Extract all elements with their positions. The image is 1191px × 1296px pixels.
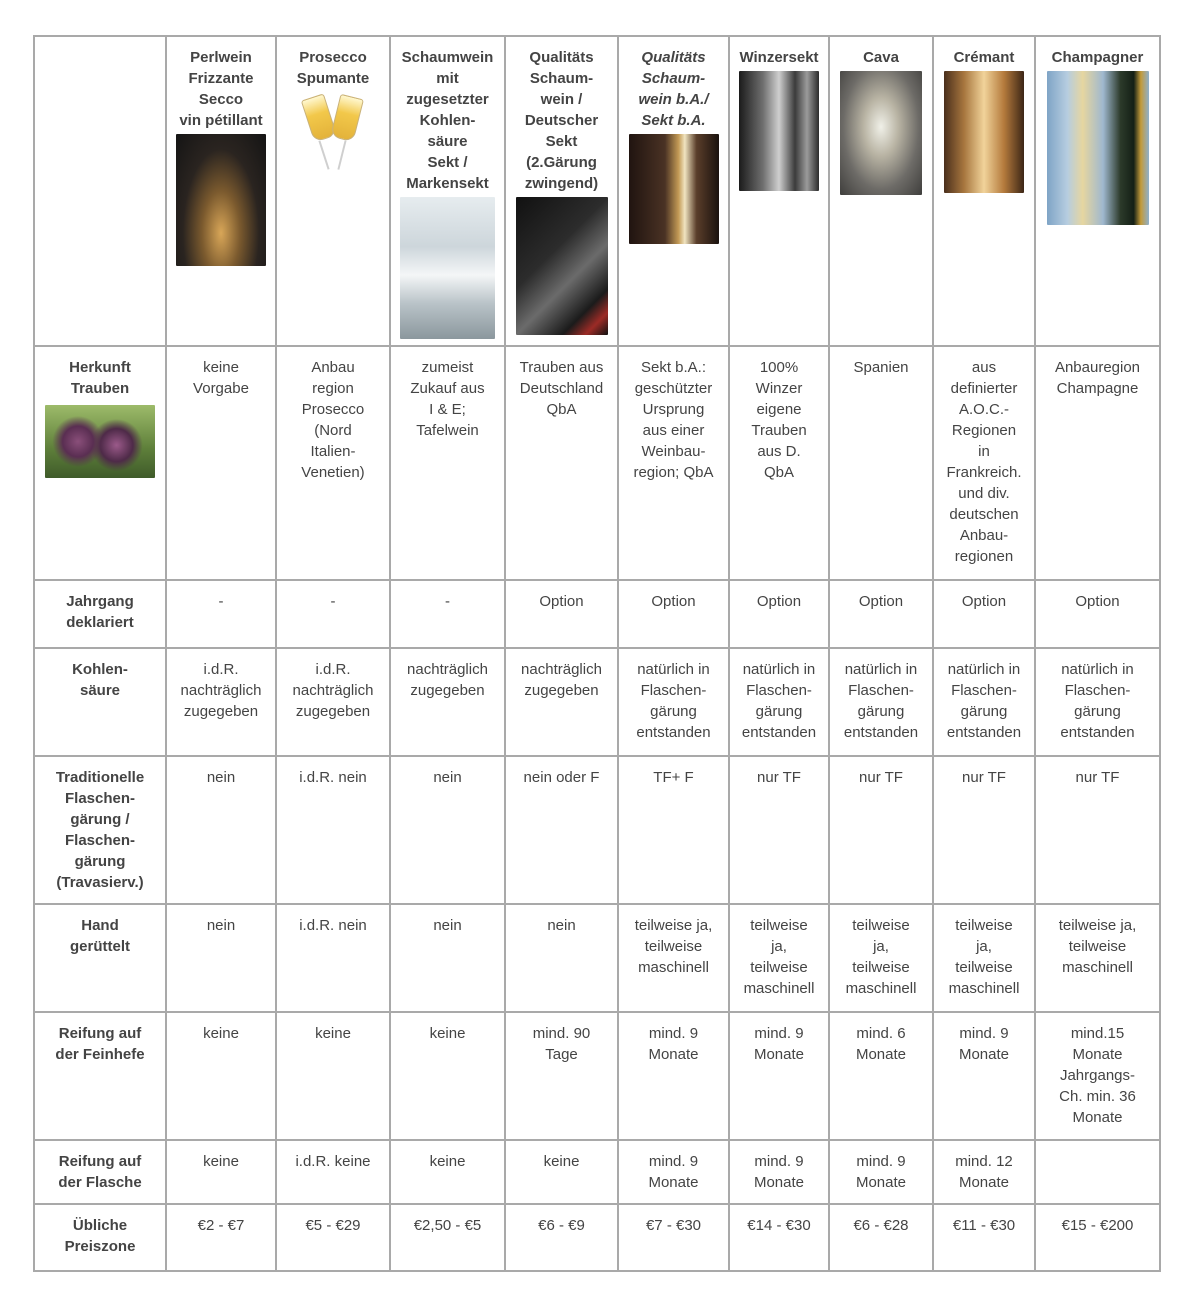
cell-tradition-champagner: nur TF [1035, 756, 1160, 904]
cell-flasche-winzersekt: mind. 9 Monate [729, 1140, 829, 1204]
cremant-glass-photo [944, 71, 1024, 193]
cell-tradition-qualitaet: nein oder F [505, 756, 618, 904]
cell-jahrgang-prosecco: - [276, 580, 390, 648]
row-label: Kohlen- säure [72, 661, 128, 699]
cell-kohlensaeure-perlwein: i.d.R. nachträglich zugegeben [166, 648, 276, 756]
cell-tradition-qba: TF+ F [618, 756, 729, 904]
row-handgeruettelt [34, 904, 1160, 1012]
cell-handgeruettelt-cremant: teilweise ja, teilweise maschinell [933, 904, 1035, 1012]
cell-herkunft-winzersekt: 100% Winzer eigene Trauben aus D. QbA [729, 346, 829, 580]
row-head-kohlensaeure [34, 648, 166, 756]
cell-preis-qba: €7 - €30 [618, 1204, 729, 1271]
winzersekt-photo [739, 71, 819, 191]
col-head-perlwein [166, 36, 276, 346]
row-label: Reifung auf der Flasche [58, 1153, 142, 1191]
cell-preis-cava: €6 - €28 [829, 1204, 933, 1271]
corner-cell [34, 36, 166, 346]
col-label: Perlwein Frizzante Secco vin pétillant [179, 49, 263, 129]
row-label: Übliche Preiszone [64, 1217, 136, 1255]
col-label: Champagner [1051, 49, 1144, 66]
cell-handgeruettelt-qba: teilweise ja, teilweise maschinell [618, 904, 729, 1012]
col-head-winzersekt [729, 36, 829, 346]
pouring-sekt-photo [629, 134, 719, 244]
sparkling-wine-comparison-table [33, 35, 1161, 1272]
col-label: Schaumwein mit zugesetzter Kohlen- säure Sekt / Markensekt [401, 49, 494, 192]
cell-preis-champagner: €15 - €200 [1035, 1204, 1160, 1271]
cell-feinhefe-winzersekt: mind. 9 Monate [729, 1012, 829, 1140]
row-label: Traditionelle Flaschen- gärung / Flaschen- gärung (Travasierv.) [55, 769, 145, 891]
cell-flasche-qualitaet: keine [505, 1140, 618, 1204]
row-head-tradition [34, 756, 166, 904]
row-preis [34, 1204, 1160, 1271]
cell-herkunft-perlwein: keine Vorgabe [166, 346, 276, 580]
cell-preis-prosecco: €5 - €29 [276, 1204, 390, 1271]
cell-feinhefe-champagner: mind.15 Monate Jahrgangs- Ch. min. 36 Monate [1035, 1012, 1160, 1140]
col-label: Qualitäts Schaum- wein / Deutscher Sekt (2.Gärung zwingend) [524, 49, 599, 192]
row-label: Hand gerüttelt [70, 917, 130, 955]
cell-feinhefe-schaumwein: keine [390, 1012, 505, 1140]
cell-flasche-schaumwein: keine [390, 1140, 505, 1204]
grapes-photo [45, 405, 155, 478]
cell-kohlensaeure-qba: natürlich in Flaschen- gärung entstanden [618, 648, 729, 756]
col-head-cava [829, 36, 933, 346]
col-head-cremant [933, 36, 1035, 346]
row-feinhefe [34, 1012, 1160, 1140]
row-tradition [34, 756, 1160, 904]
cell-jahrgang-champagner: Option [1035, 580, 1160, 648]
row-head-feinhefe [34, 1012, 166, 1140]
col-head-qba [618, 36, 729, 346]
cell-jahrgang-winzersekt: Option [729, 580, 829, 648]
champagner-photo [1047, 71, 1149, 225]
cell-kohlensaeure-prosecco: i.d.R. nachträglich zugegeben [276, 648, 390, 756]
col-label: Crémant [953, 49, 1015, 66]
cell-preis-schaumwein: €2,50 - €5 [390, 1204, 505, 1271]
row-label: Herkunft Trauben [69, 359, 131, 397]
row-head-handgeruettelt [34, 904, 166, 1012]
cell-feinhefe-prosecco: keine [276, 1012, 390, 1140]
cava-glass-photo [840, 71, 922, 195]
col-head-champagner [1035, 36, 1160, 346]
cell-handgeruettelt-prosecco: i.d.R. nein [276, 904, 390, 1012]
cell-herkunft-qba: Sekt b.A.: geschützter Ursprung aus einer Weinbau- region; QbA [618, 346, 729, 580]
cell-herkunft-prosecco: Anbau region Prosecco (Nord Italien- Venetien) [276, 346, 390, 580]
col-head-schaumwein [390, 36, 505, 346]
cell-kohlensaeure-qualitaet: nachträglich zugegeben [505, 648, 618, 756]
col-head-qualitaet [505, 36, 618, 346]
cell-handgeruettelt-champagner: teilweise ja, teilweise maschinell [1035, 904, 1160, 1012]
cell-feinhefe-cremant: mind. 9 Monate [933, 1012, 1035, 1140]
cell-kohlensaeure-cava: natürlich in Flaschen- gärung entstanden [829, 648, 933, 756]
cell-flasche-qba: mind. 9 Monate [618, 1140, 729, 1204]
row-head-preis [34, 1204, 166, 1271]
cell-tradition-prosecco: i.d.R. nein [276, 756, 390, 904]
cell-jahrgang-schaumwein: - [390, 580, 505, 648]
cell-kohlensaeure-cremant: natürlich in Flaschen- gärung entstanden [933, 648, 1035, 756]
cell-kohlensaeure-winzersekt: natürlich in Flaschen- gärung entstanden [729, 648, 829, 756]
cell-jahrgang-qualitaet: Option [505, 580, 618, 648]
cell-feinhefe-perlwein: keine [166, 1012, 276, 1140]
cell-tradition-schaumwein: nein [390, 756, 505, 904]
cell-flasche-champagner [1035, 1140, 1160, 1204]
row-kohlensaeure [34, 648, 1160, 756]
row-head-herkunft [34, 346, 166, 580]
cell-feinhefe-qualitaet: mind. 90 Tage [505, 1012, 618, 1140]
cell-flasche-cava: mind. 9 Monate [829, 1140, 933, 1204]
header-row [34, 36, 1160, 346]
cell-herkunft-qualitaet: Trauben aus Deutschland QbA [505, 346, 618, 580]
cell-tradition-winzersekt: nur TF [729, 756, 829, 904]
cell-herkunft-cava: Spanien [829, 346, 933, 580]
row-flasche [34, 1140, 1160, 1204]
cell-jahrgang-qba: Option [618, 580, 729, 648]
cell-jahrgang-perlwein: - [166, 580, 276, 648]
cell-jahrgang-cremant: Option [933, 580, 1035, 648]
cell-tradition-cremant: nur TF [933, 756, 1035, 904]
row-head-flasche [34, 1140, 166, 1204]
cell-herkunft-schaumwein: zumeist Zukauf aus I & E; Tafelwein [390, 346, 505, 580]
cell-kohlensaeure-champagner: natürlich in Flaschen- gärung entstanden [1035, 648, 1160, 756]
cell-handgeruettelt-cava: teilweise ja, teilweise maschinell [829, 904, 933, 1012]
cell-flasche-cremant: mind. 12 Monate [933, 1140, 1035, 1204]
cell-handgeruettelt-qualitaet: nein [505, 904, 618, 1012]
col-label: Winzersekt [739, 49, 819, 66]
cell-preis-qualitaet: €6 - €9 [505, 1204, 618, 1271]
perlwein-photo [176, 134, 266, 266]
row-head-jahrgang [34, 580, 166, 648]
cell-jahrgang-cava: Option [829, 580, 933, 648]
cell-feinhefe-cava: mind. 6 Monate [829, 1012, 933, 1140]
cell-preis-winzersekt: €14 - €30 [729, 1204, 829, 1271]
cell-preis-cremant: €11 - €30 [933, 1204, 1035, 1271]
cell-herkunft-champagner: Anbauregion Champagne [1035, 346, 1160, 580]
col-head-prosecco [276, 36, 390, 346]
sekt-bucket-photo [516, 197, 608, 335]
cell-flasche-perlwein: keine [166, 1140, 276, 1204]
row-label: Jahrgang deklariert [66, 593, 134, 631]
cell-tradition-cava: nur TF [829, 756, 933, 904]
col-label: Qualitäts Schaum- wein b.A./ Sekt b.A. [638, 49, 709, 129]
col-label: Prosecco Spumante [296, 49, 370, 87]
cell-preis-perlwein: €2 - €7 [166, 1204, 276, 1271]
row-jahrgang [34, 580, 1160, 648]
cell-tradition-perlwein: nein [166, 756, 276, 904]
cell-herkunft-cremant: aus definierter A.O.C.- Regionen in Frankreich. und div. deutschen Anbau- regionen [933, 346, 1035, 580]
cell-flasche-prosecco: i.d.R. keine [276, 1140, 390, 1204]
cell-kohlensaeure-schaumwein: nachträglich zugegeben [390, 648, 505, 756]
prosecco-glasses-photo [297, 92, 369, 174]
cell-handgeruettelt-perlwein: nein [166, 904, 276, 1012]
cell-handgeruettelt-schaumwein: nein [390, 904, 505, 1012]
cell-handgeruettelt-winzersekt: teilweise ja, teilweise maschinell [729, 904, 829, 1012]
ice-bucket-photo [400, 197, 495, 339]
row-label: Reifung auf der Feinhefe [55, 1025, 145, 1063]
cell-feinhefe-qba: mind. 9 Monate [618, 1012, 729, 1140]
col-label: Cava [863, 49, 899, 66]
row-herkunft [34, 346, 1160, 580]
